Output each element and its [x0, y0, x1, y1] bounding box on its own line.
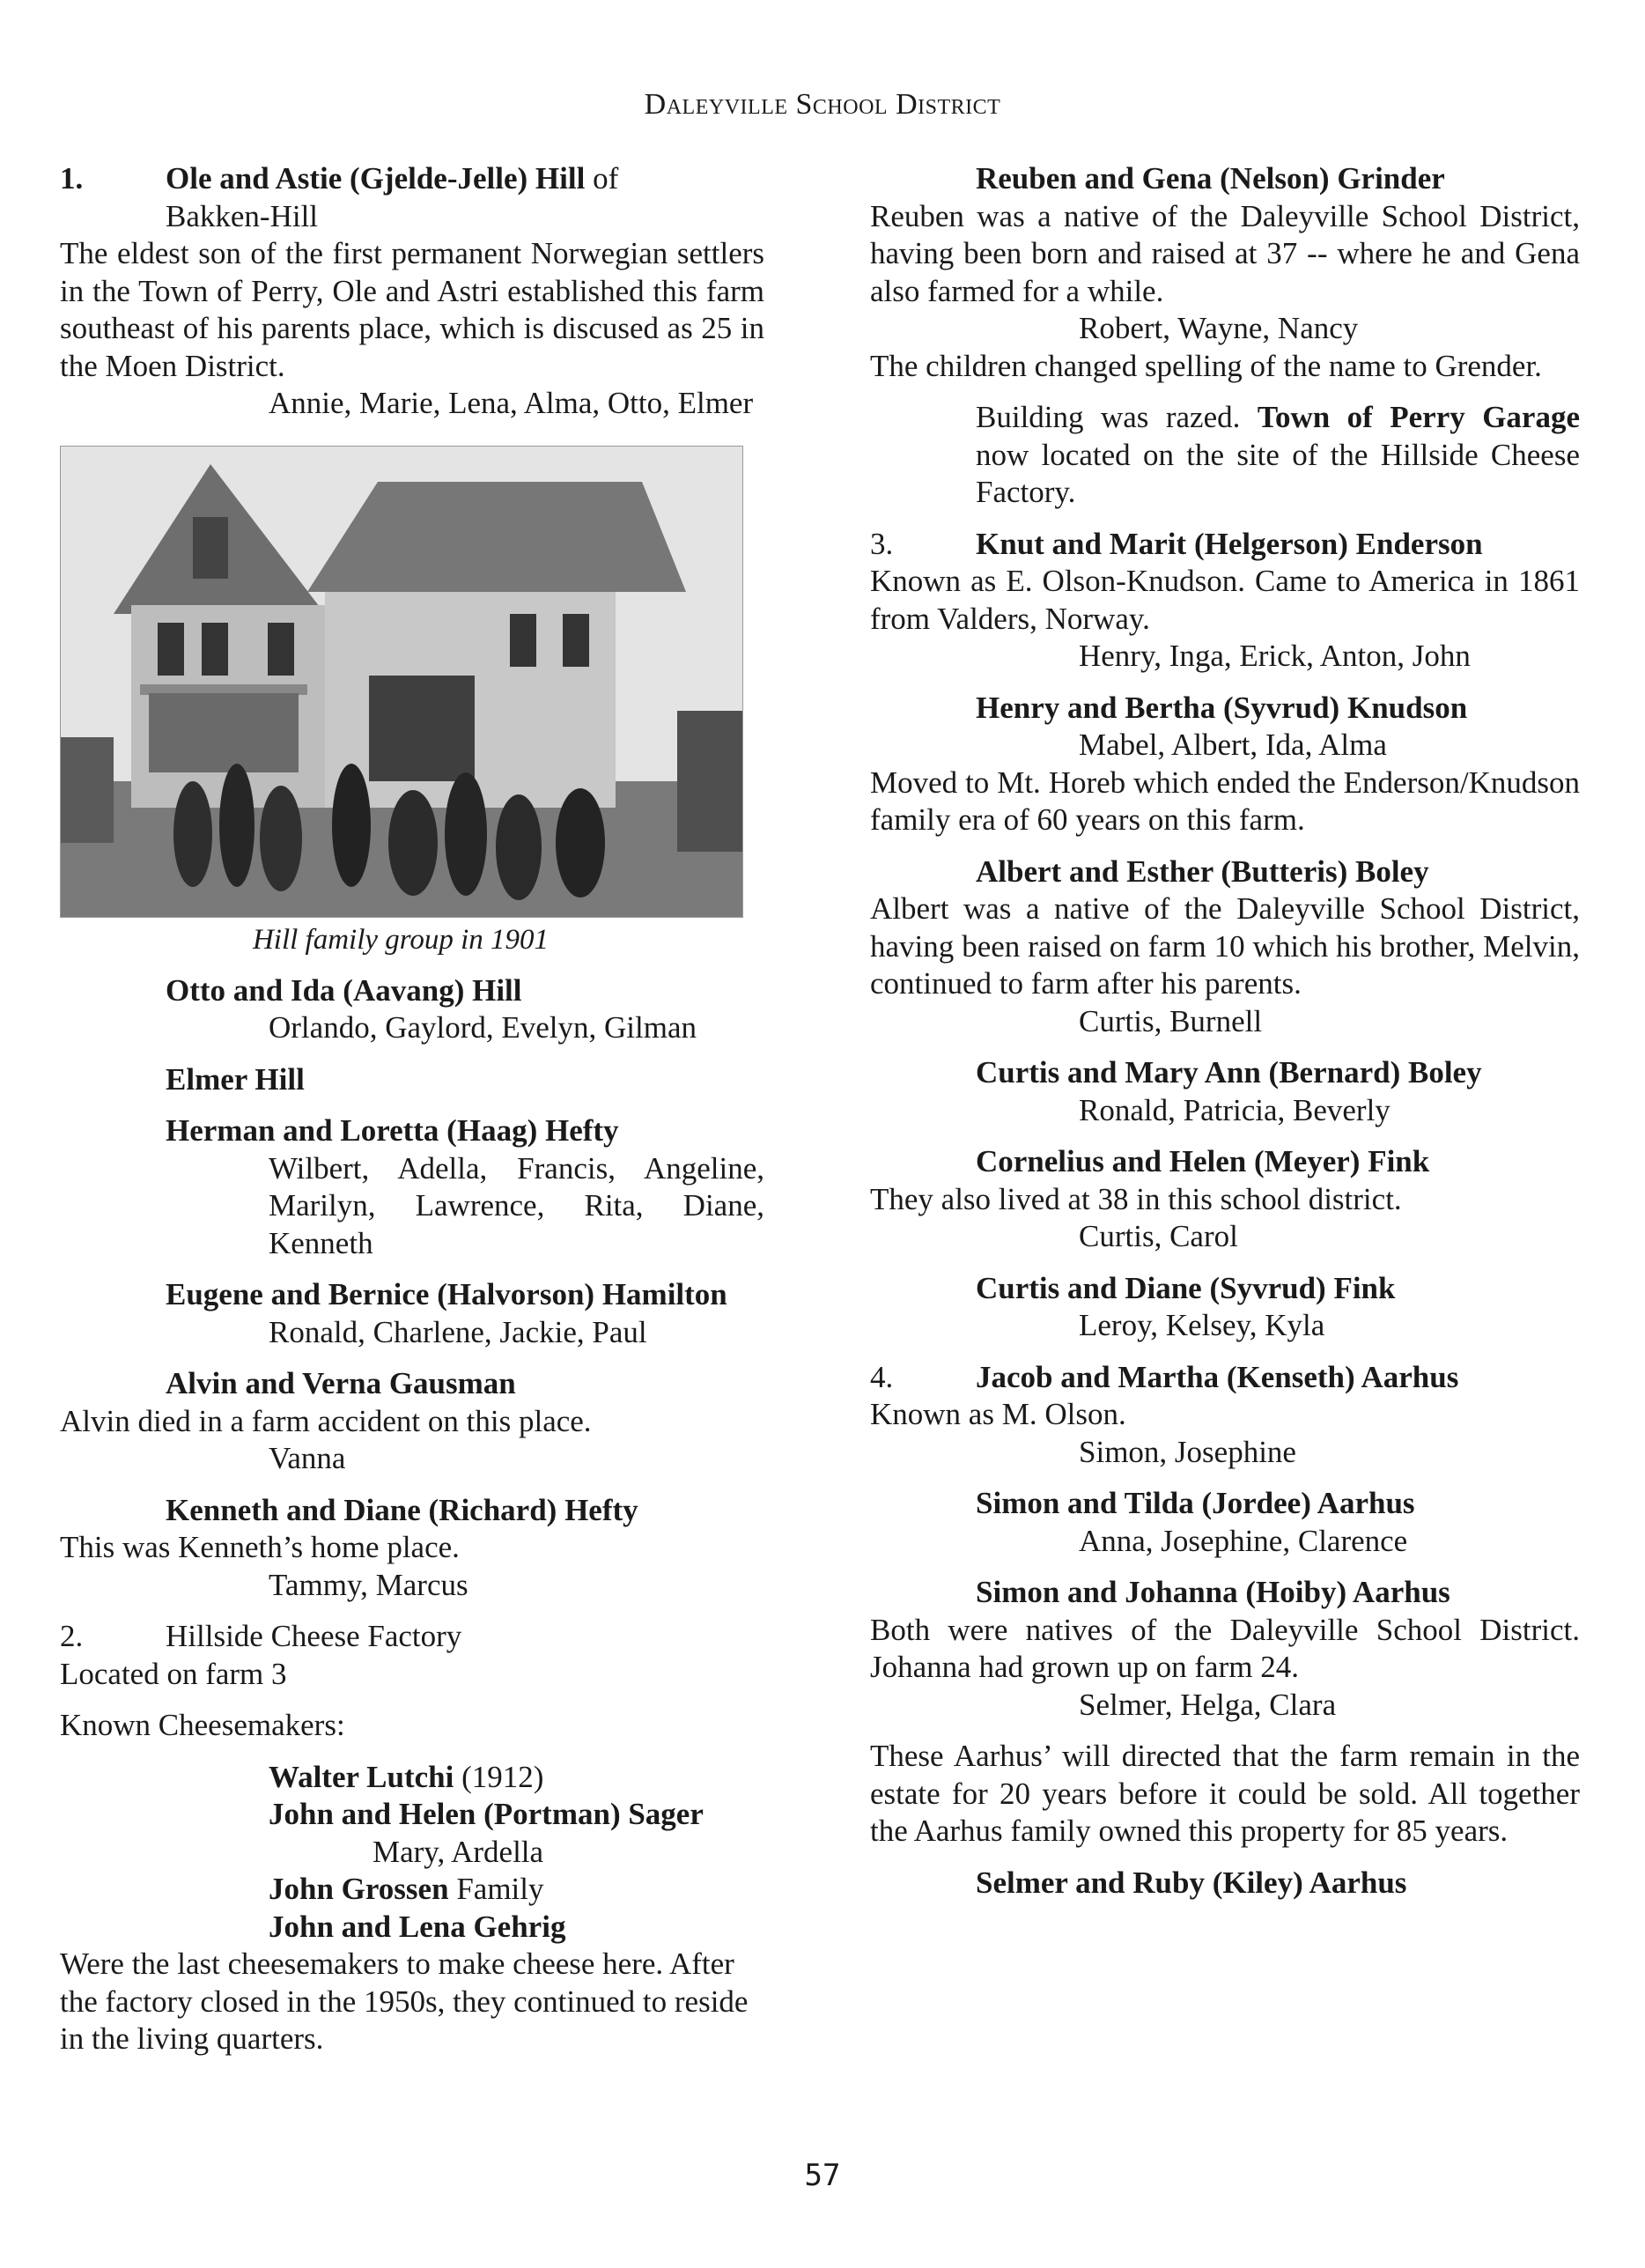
family-title: Alvin and Verna Gausman	[166, 1366, 516, 1400]
family-heading	[870, 1574, 1580, 1612]
family-heading	[870, 1270, 1580, 1308]
family-heading	[60, 1365, 764, 1403]
children-list: Robert, Wayne, Nancy	[1079, 311, 1359, 345]
family-heading	[870, 1054, 1580, 1092]
entry-4-heading	[870, 1359, 1580, 1397]
family-title: Curtis and Mary Ann (Bernard) Boley	[976, 1055, 1482, 1090]
entry-number: 2.	[60, 1619, 84, 1653]
family-title: Selmer and Ruby (Kiley) Aarhus	[976, 1865, 1407, 1900]
family-text: They also lived at 38 in this school district.	[870, 1181, 1402, 1216]
children-list: Curtis, Burnell	[1079, 1003, 1263, 1038]
children-list: Selmer, Helga, Clara	[1079, 1687, 1337, 1722]
cheesemaker	[60, 1871, 764, 1909]
cheesemaker	[60, 1796, 764, 1834]
family-heading	[60, 1112, 764, 1150]
entry-place: Bakken-Hill	[166, 198, 319, 233]
children-list: Leroy, Kelsey, Kyla	[1079, 1308, 1325, 1342]
family-title: Simon and Johanna (Hoiby) Aarhus	[976, 1575, 1450, 1609]
family-title: Otto and Ida (Aavang) Hill	[166, 972, 522, 1008]
children-list: Simon, Josephine	[1079, 1434, 1296, 1469]
family-heading	[870, 690, 1580, 728]
family-heading	[870, 160, 1580, 198]
left-column	[60, 160, 764, 2058]
children-list: Anna, Josephine, Clarence	[1079, 1523, 1408, 1558]
family-heading	[60, 1276, 764, 1314]
family-heading	[60, 1492, 764, 1530]
cheesemaker-name: John and Helen (Portman) Sager	[269, 1797, 704, 1831]
family-title: Reuben and Gena (Nelson) Grinder	[976, 161, 1445, 196]
children-list: Mabel, Albert, Ida, Alma	[1079, 728, 1387, 762]
children-list: Orlando, Gaylord, Evelyn, Gilman	[269, 1010, 697, 1045]
family-note: The children changed spelling of the name to Grender.	[870, 348, 1542, 383]
razed-text-end: now located on the site of the Hillside Cheese Factory.	[976, 437, 1580, 509]
family-text: Both were natives of the Daleyville School District. Johanna had grown up on farm 24.	[870, 1612, 1580, 1684]
children-list: Tammy, Marcus	[269, 1567, 468, 1602]
cheesemaker-year: (1912)	[454, 1759, 544, 1794]
family-heading	[870, 853, 1580, 891]
entry-title-suffix: of	[585, 161, 619, 196]
entry-number: 4.	[870, 1359, 894, 1394]
family-title: Simon and Tilda (Jordee) Aarhus	[976, 1486, 1415, 1520]
will-text: These Aarhus’ will directed that the farm remain in the estate for 20 years before it could be sold. All together the Aarhus family owned this property for 85 years.	[870, 1739, 1580, 1848]
cheesemaker-name: John Grossen	[269, 1872, 449, 1906]
cheesemaker-suffix: Family	[448, 1872, 544, 1906]
children-list: Curtis, Carol	[1079, 1219, 1238, 1253]
entry-title: Ole and Astie (Gjelde-Jelle) Hill	[166, 161, 586, 196]
cheesemaker-name: John and Lena Gehrig	[269, 1909, 566, 1944]
children-list: Annie, Marie, Lena, Alma, Otto, Elmer	[269, 386, 754, 420]
family-title: Herman and Loretta (Haag) Hefty	[166, 1113, 619, 1148]
cheesemaker	[60, 1909, 764, 1947]
entry-text: Were the last cheesemakers to make cheese here. After the factory closed in the 1950s, they continued to reside in the living quarters.	[60, 1947, 749, 2056]
entry-2-heading	[60, 1618, 764, 1656]
entry-title: Knut and Marit (Helgerson) Enderson	[976, 526, 1483, 561]
children-list: Ronald, Patricia, Beverly	[1079, 1092, 1391, 1127]
entry-title: Hillside Cheese Factory	[166, 1619, 462, 1653]
family-title: Eugene and Bernice (Halvorson) Hamilton	[166, 1277, 727, 1311]
family-heading	[60, 972, 764, 1010]
family-title: Cornelius and Helen (Meyer) Fink	[976, 1144, 1430, 1178]
running-head: Daleyville School District	[644, 88, 1001, 121]
razed-note	[870, 399, 1580, 512]
entry-title: Jacob and Martha (Kenseth) Aarhus	[976, 1359, 1459, 1394]
children-list: Henry, Inga, Erick, Anton, John	[1079, 639, 1471, 673]
entry-text: The eldest son of the first permanent Norwegian settlers in the Town of Perry, Ole and Astri established this farm southeast of his parents place, which is discused as 25 in the Moen District.	[60, 236, 764, 383]
children-list: Ronald, Charlene, Jackie, Paul	[269, 1314, 647, 1349]
family-text: This was Kenneth’s home place.	[60, 1530, 460, 1564]
family-title: Albert and Esther (Butteris) Boley	[976, 853, 1429, 889]
family-text: Albert was a native of the Daleyville School District, having been raised on farm 10 which his brother, Melvin, continued to farm after his parents.	[870, 891, 1580, 1001]
children-list: Vanna	[269, 1441, 346, 1475]
family-text: Alvin died in a farm accident on this place.	[60, 1403, 592, 1438]
family-title: Curtis and Diane (Syvrud) Fink	[976, 1270, 1396, 1305]
page-number: 57	[804, 2158, 841, 2193]
entry-number: 3.	[870, 526, 894, 561]
cheesemaker-name: Walter Lutchi	[269, 1759, 454, 1794]
entry-text: Known as E. Olson-Knudson. Came to America in 1861 from Valders, Norway.	[870, 564, 1580, 636]
razed-text: Building was razed.	[976, 400, 1258, 434]
family-heading	[60, 1061, 764, 1099]
children-list: Wilbert, Adella, Francis, Angeline, Marilyn, Lawrence, Rita, Diane, Kenneth	[269, 1150, 764, 1260]
hill-family-photo	[60, 446, 743, 918]
family-text: Moved to Mt. Horeb which ended the Enderson/Knudson family era of 60 years on this farm.	[870, 765, 1580, 837]
family-heading	[870, 1485, 1580, 1523]
family-heading	[870, 1143, 1580, 1181]
children-list: Mary, Ardella	[373, 1834, 544, 1869]
family-text: Reuben was a native of the Daleyville School District, having been born and raised at 37 -- where he and Gena also farmed for a while.	[870, 198, 1580, 308]
photo-caption: Hill family group in 1901	[252, 923, 550, 956]
right-column	[870, 160, 1580, 1902]
entry-3-heading	[870, 526, 1580, 564]
garage-name: Town of Perry Garage	[1257, 400, 1580, 434]
family-title: Kenneth and Diane (Richard) Hefty	[166, 1492, 638, 1527]
house-photo-illustration	[61, 447, 742, 917]
entry-text: Known as M. Olson.	[870, 1397, 1126, 1431]
family-title: Elmer Hill	[166, 1061, 305, 1097]
cheesemaker	[60, 1759, 764, 1797]
family-heading	[870, 1865, 1580, 1902]
entry-located: Located on farm 3	[60, 1656, 287, 1691]
entry-1-heading	[60, 160, 764, 198]
entry-number: 1.	[60, 161, 84, 196]
family-title: Henry and Bertha (Syvrud) Knudson	[976, 690, 1468, 725]
known-cheesemakers-label: Known Cheesemakers:	[60, 1708, 345, 1742]
